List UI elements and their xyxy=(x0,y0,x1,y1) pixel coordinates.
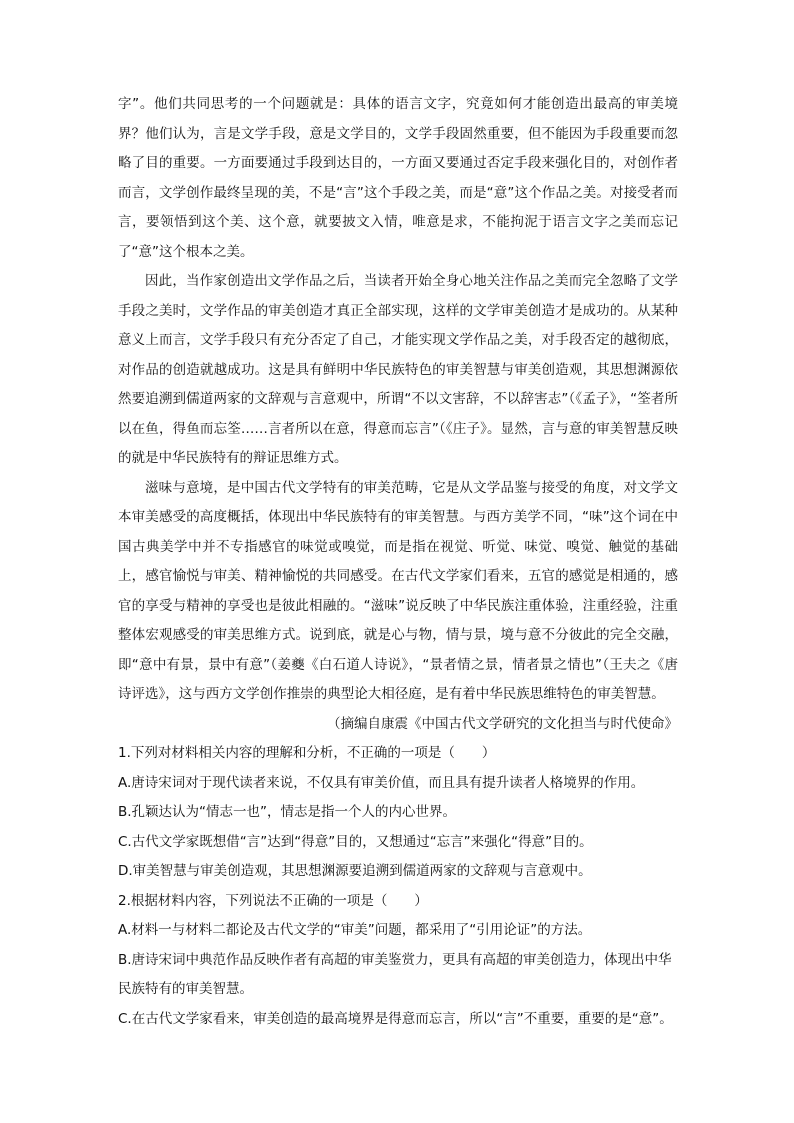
document-page xyxy=(118,90,678,1034)
source-citation: （摘编自康震《中国古代文学研究的文化担当与时代使命》 xyxy=(327,715,678,732)
paragraph-2: 因此，当作家创造出文学作品之后，当读者开始全身心地关注作品之美而完全忽略了文学手段之美时，文学作品的审美创造才真正全部实现，这样的文学审美创造才是成功的。从某种意义上而言，文学手段只有充分否定了自己，才能实现文学作品之美，对手段否定的越彻底，对作品的创造就越成功。这是具有鲜明中华民族特色的审美智慧与审美创造观，其思想渊源依然要追溯到儒道两家的文辞观与言意观中，所谓“不以文害辞，不以辞害志”（《孟子》，“筌者所以在鱼，得鱼而忘筌……言者所以在意，得意而忘言”（《庄子》。显然，言与意的审美智慧反映的就是中华民族特有的辩证思维方式。 xyxy=(118,273,678,466)
question-1 xyxy=(118,739,678,887)
option-a: A.材料一与材料二都论及古代文学的“审美”问题，都采用了“引用论证”的方法。 xyxy=(118,922,592,938)
option-b: B.唐诗宋词中典范作品反映作者有高超的审美鉴赏力，更具有高超的审美创造力，体现出中华民族特有的审美智慧。 xyxy=(118,951,672,997)
option-c: C.古代文学家既想借“言”达到“得意”目的，又想通过“忘言”来强化“得意”目的。 xyxy=(118,833,593,850)
option-c: C.在古代文学家看来，审美创造的最高境界是得意而忘言，所以“言”不重要，重要的是“意”。 xyxy=(118,1010,673,1027)
question-stem: 1.下列对材料相关内容的理解和分析，不正确的一项是（ ） xyxy=(118,745,496,761)
option-b: B.孔颖达认为“情志一也”，情志是指一个人的内心世界。 xyxy=(118,804,457,820)
option-a: A.唐诗宋词对于现代读者来说，不仅具有审美价值，而且具有提升读者人格境界的作用。 xyxy=(118,774,645,791)
question-stem: 2.根据材料内容，下列说法不正确的一项是（ ） xyxy=(118,892,428,909)
question-2 xyxy=(118,887,678,1035)
paragraph-1: 字”。他们共同思考的一个问题就是：具体的语言文字，究竟如何才能创造出最高的审美境界？他们认为，言是文学手段，意是文学目的，文学手段固然重要，但不能因为手段重要而忽略了目的重要。一方面要通过手段到达目的，一方面又要通过否定手段来强化目的，对创作者而言，文学创作最终呈现的美，不是“言”这个手段之美，而是“意”这个作品之美。对接受者而言，要领悟到这个美、这个意，就要披文入情，唯意是求，不能拘泥于语言文字之美而忘记了“意”这个根本之美。 xyxy=(118,96,678,260)
paragraph-3: 滋味与意境，是中国古代文学特有的审美范畴，它是从文学品鉴与接受的角度，对文学文本审美感受的高度概括，体现出中华民族特有的审美智慧。与西方美学不同，“味”这个词在中国古典美学中并不专指感官的味觉或嗅觉，而是指在视觉、听觉、味觉、嗅觉、触觉的基础上，感官愉悦与审美、精神愉悦的共同感受。在古代文学家们看来，五官的感觉是相通的，感官的享受与精神的享受也是彼此相融的。“滋味”说反映了中华民族注重体验，注重经验，注重整体宏观感受的审美思维方式。说到底，就是心与物，情与景，境与意不分彼此的完全交融，即“意中有景，景中有意”（姜夔《白石道人诗说》，“景者情之景，情者景之情也”（王夫之《唐诗评选》，这与西方文学创作推崇的典型论大相径庭，是有着中华民族思维特色的审美智慧。 xyxy=(118,479,678,702)
option-d: D.审美智慧与审美创造观，其思想渊源要追溯到儒道两家的文辞观与言意观中。 xyxy=(118,863,592,879)
